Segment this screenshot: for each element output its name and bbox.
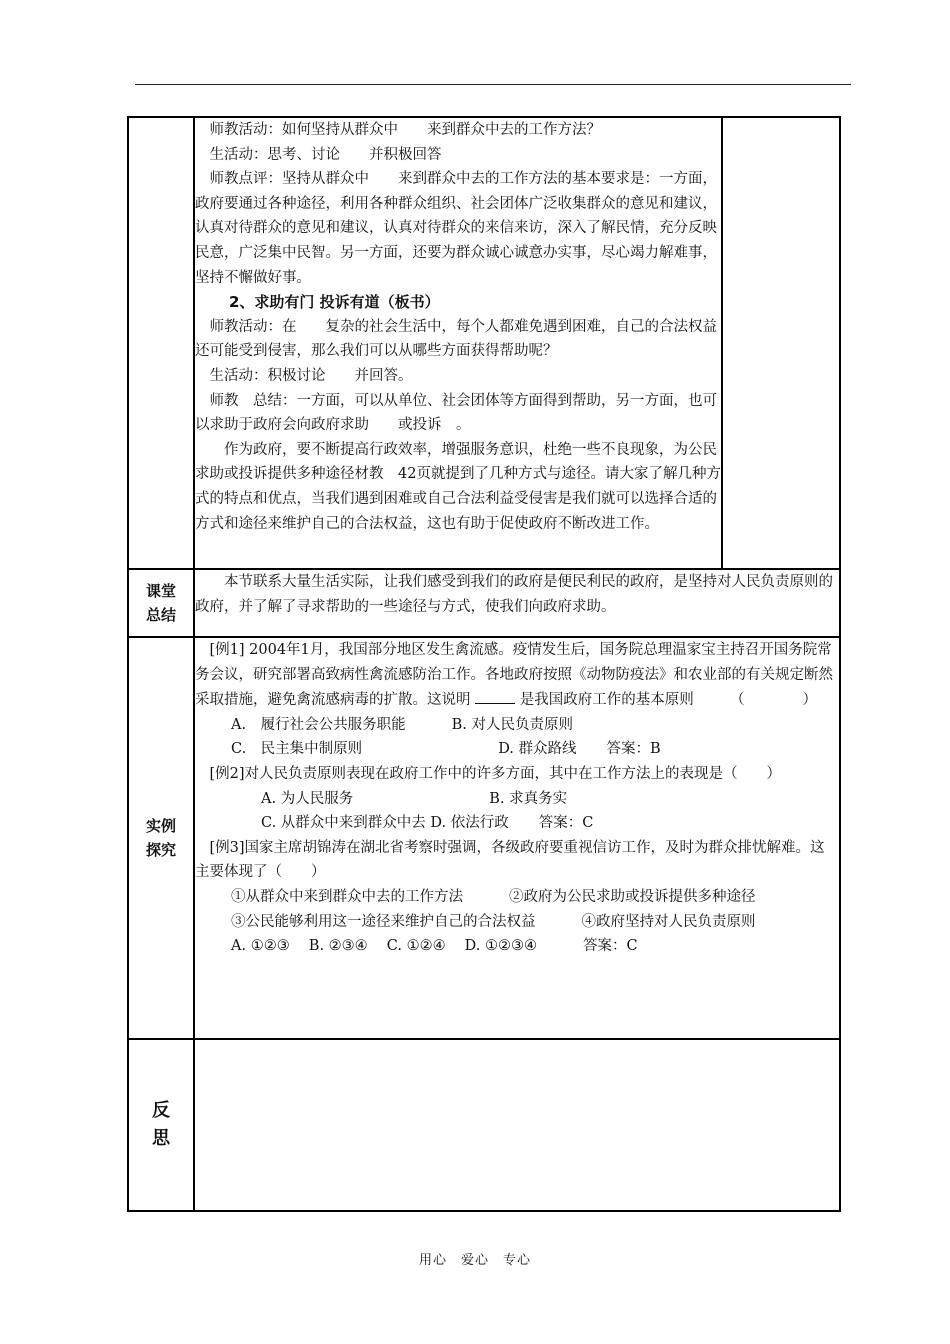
- lesson-plan-table: [127, 116, 841, 1212]
- example-1-blank: [475, 687, 515, 704]
- reflection-row: [128, 1039, 840, 1211]
- example-2-answer: 答案：C: [538, 815, 594, 832]
- example-2-option-b: B. 求真务实: [489, 790, 568, 807]
- example-1-options-cd: [195, 737, 839, 762]
- example-3-item-3: ③公民能够利用这一途径来维护自己的合法权益: [231, 913, 536, 930]
- example-2-stem: [例2]对人民负责原则表现在政府工作中的许多方面，其中在工作方法上的表现是（ ）: [209, 765, 782, 782]
- example-1-answer: 答案：B: [606, 741, 661, 758]
- example-1-option-b: B. 对人民负责原则: [451, 716, 573, 733]
- example-1-options-ab: [195, 713, 839, 738]
- example-2-option-a: A. 为人民服务: [261, 790, 354, 807]
- examples-label: [128, 637, 194, 1039]
- summary-label: [128, 569, 194, 637]
- page-footer: 用心 爱心 专心: [418, 1253, 531, 1268]
- example-3-choice-list: A. ①②③ B. ②③④ C. ①②④ D. ①②③④: [231, 938, 538, 955]
- example-3-item-2: ②政府为公民求助或投诉提供多种途径: [509, 888, 756, 905]
- summary-row: [128, 569, 840, 637]
- process-content: [194, 117, 722, 569]
- example-1-stem-a: [例1] 2004年1月，我国部分地区发生禽流感。疫情发生后，国务院总理温家宝主持召开国务院常务会议，研究部署高致病性禽流感防治工作。各地政府按照《动物防疫法》和农业部的有关规定断然采取措施，避免禽流感病毒的扩散。这说明: [195, 642, 833, 709]
- summary-text: 本节联系大量生活实际，让我们感受到我们的政府是便民利民的政府，是坚持对人民负责原则的政府，并了解了寻求帮助的一些途径与方式，使我们向政府求助。: [195, 574, 833, 615]
- process-note-cell: [722, 117, 840, 569]
- student-activity-2: 生活动：积极讨论 并回答。: [209, 367, 413, 384]
- example-1-option-a: A. 履行社会公共服务职能: [231, 716, 406, 733]
- reflection-label-text: 反 思: [152, 1100, 170, 1149]
- summary-content: [194, 569, 840, 637]
- example-1-stem: [195, 638, 839, 713]
- teacher-activity-1: 师教活动：如何坚持从群众中 来到群众中去的工作方法？: [209, 122, 601, 138]
- example-3-item-4: ④政府坚持对人民负责原则: [581, 913, 756, 930]
- government-paragraph: 作为政府，要不断提高行政效率，增强服务意识，杜绝一些不良现象，为公民求助或投诉提供多种途径材教 42页就提到了几种方式与途径。请大家了解几种方式的特点和优点，当我们遇到困难或自己合法利益受侵害是我们就可以选择合适的方式和途径来维护自己的合法权益，这也有助于促使政府不断改进工作。: [195, 441, 721, 532]
- reflection-label: [128, 1039, 194, 1211]
- header-rule: [135, 84, 851, 85]
- example-3-answer: 答案：C: [583, 938, 638, 955]
- example-2-options-ab: [195, 787, 839, 812]
- examples-row: [128, 637, 840, 1039]
- example-1-option-c: C. 民主集中制原则: [231, 741, 363, 758]
- example-3-item-1: ①从群众中来到群众中去的工作方法: [231, 888, 463, 905]
- examples-label-text: 实例 探究: [145, 817, 176, 859]
- example-3-items-34: [195, 910, 839, 935]
- example-2-option-cd: C. 从群众中来到群众中去 D. 依法行政: [261, 815, 509, 832]
- examples-content: [194, 637, 840, 1039]
- teacher-comment: 师教点评：坚持从群众中 来到群众中去的工作方法的基本要求是：一方面，政府要通过各种途径，利用各种群众组织、社会团体广泛收集群众的意见和建议，认真对待群众的意见和建议，认真对待群众的来信来访，深入了解民情，充分反映民意，广泛集中民智。另一方面，还要为群众诚心诚意办实事，尽心竭力解难事，坚持不懈做好事。: [195, 171, 717, 286]
- example-1-option-d: D. 群众路线: [498, 741, 577, 758]
- process-row: [128, 117, 840, 569]
- teacher-summary: 师教 总结：一方面，可以从单位、社会团体等方面得到帮助，另一方面，也可以求助于政府会向政府求助 或投诉 。: [195, 392, 717, 434]
- student-activity-1: 生活动：思考、讨论 并积极回答: [209, 146, 442, 163]
- teacher-activity-2: 师教活动：在 复杂的社会生活中，每个人都难免遇到困难，自己的合法权益还可能受到侵害，那么我们可以从哪些方面获得帮助呢？: [195, 318, 717, 360]
- example-3-choices: [195, 934, 839, 959]
- example-3-items-12: [195, 885, 839, 910]
- reflection-content: [194, 1039, 840, 1211]
- summary-label-text: 课堂 总结: [145, 582, 176, 624]
- example-2-options-cd: [195, 811, 839, 836]
- process-label-cell: [128, 117, 194, 569]
- section-heading: 2、求助有门 投诉有道（板书）: [229, 293, 440, 312]
- example-3-stem: [例3]国家主席胡锦涛在湖北省考察时强调，各级政府要重视信访工作，及时为群众排忧解难。这主要体现了（ ）: [195, 839, 825, 881]
- example-1-stem-b: 是我国政府工作的基本原则 （ ）: [519, 692, 817, 709]
